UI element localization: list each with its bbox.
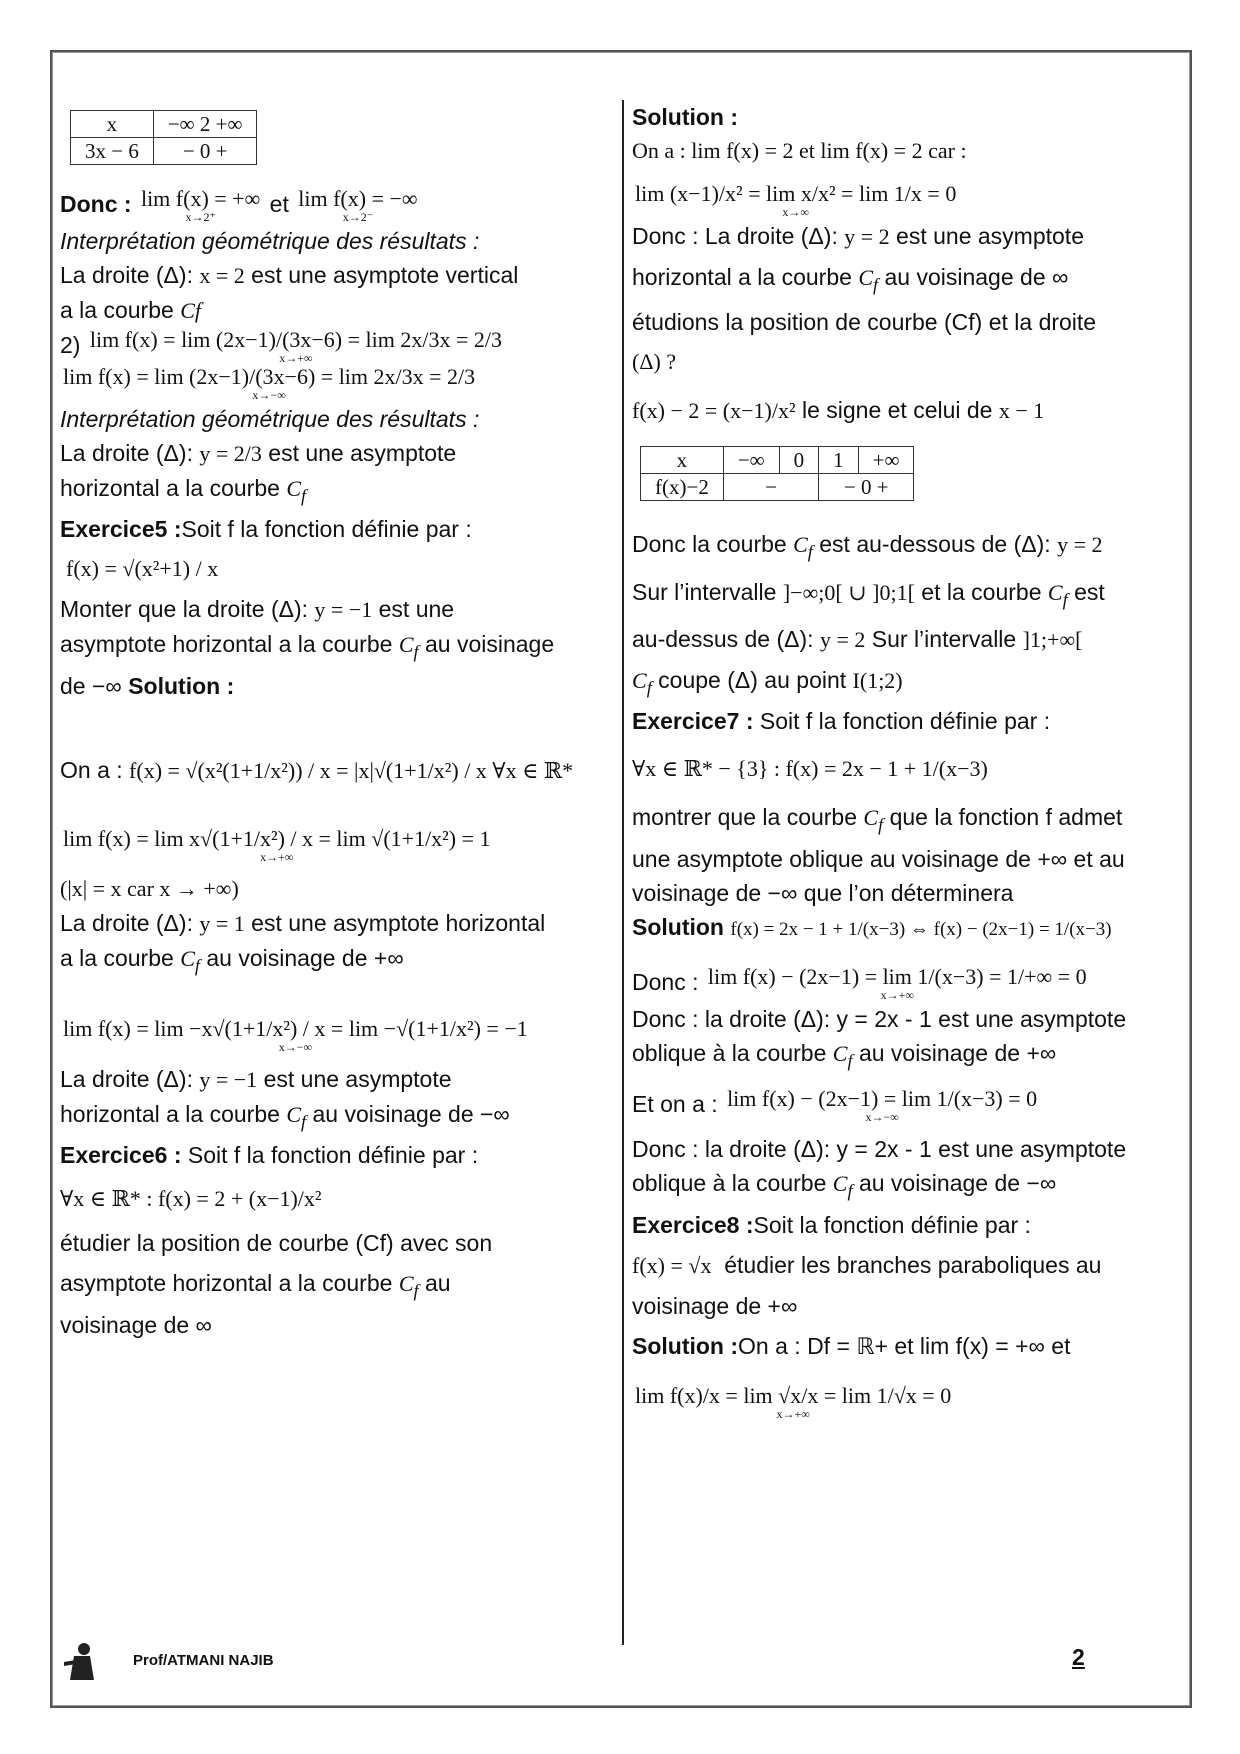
solution-title: Solution : (632, 104, 739, 130)
exercice5-solution-3: lim f(x) = lim −x√(1+1/x²) / x = lim −√(1+1/x²) = −1 x→−∞ (63, 1015, 528, 1054)
exercice5-solution-1: On a : f(x) = √(x²(1+1/x²)) / x = |x|√(1+1/x²) / x ∀x ∈ ℝ* (60, 756, 574, 783)
ex6-solution-2: lim (x−1)/x² = lim x/x² = lim 1/x = 0 x→∞ (635, 180, 957, 219)
footer-author: Prof/ATMANI NAJIB (133, 1652, 274, 1669)
exercice5-title: Exercice5 :Soit f la fonction définie par : (60, 516, 472, 543)
ex6-solution-1: On a : lim f(x) = 2 et lim f(x) = 2 car : (632, 138, 967, 163)
page-number: 2 (1072, 1644, 1085, 1670)
sign-table-3x-6: x −∞ 2 +∞ 3x − 6 − 0 + (70, 110, 257, 165)
horizontal-asymptote-2-3: La droite (Δ): y = 2/3 est une asymptote (60, 439, 457, 466)
exercice7-title: Exercice7 : Soit f la fonction définie par : (632, 708, 1051, 735)
author-logo-icon (60, 1640, 102, 1682)
vertical-asymptote: La droite (Δ): x = 2 est une asymptote vertical (60, 261, 519, 288)
exercice6-title: Exercice6 : Soit f la fonction définie par : (60, 1142, 479, 1169)
exercice7-function: ∀x ∈ ℝ* − {3} : f(x) = 2x − 1 + 1/(x−3) (632, 756, 988, 782)
exercice5-function: f(x) = √(x²+1) / x (66, 556, 219, 582)
interpretation-title: Interprétation géométrique des résultats : (60, 227, 480, 254)
right-column: Solution : On a : lim f(x) = 2 et lim f(x) = 2 car : lim (x−1)/x² = lim x/x² = lim 1/x = 0 x→∞ Donc : La droite (Δ): y = 2 est une asymptote horizontal a la courbe $C_f$ au voisinage de ∞ étudions la position de courbe (Cf) et la droite (Δ) ? f(x) − 2 = (x−1)/x² le signe et celui de x − 1 x −∞ 0 1 +∞ f(x)−2 − − 0 + Donc la courbe $C_f$ est au-dessous de (Δ): y = 2 Sur l’intervalle ]−∞;0[ ∪ ]0;1[ et la courbe $C_f$ est au-dessus de (Δ): y = 2 Sur l’intervalle ]1;+∞[ $C_f$ coupe (Δ) au point I(1;2) Exercice7 : Soit f la fonction définie par : ∀x ∈ ℝ* − {3} : f(x) = 2x − 1 + 1/(x−3) montrer que la courbe $C_f$ que la fonction f admet une asymptote oblique au voisinage de +∞ et au voisinage de −∞ que l’on déterminera Solution f(x) = 2x − 1 + 1/(x−3) ⇔ f(x) − (2x−1) = 1/(x−3) Donc : lim f(x) − (2x−1) = lim 1/(x−3) = 1/+∞ = 0 x→+∞ Donc : la droite (Δ): y = 2x - 1 est une asymptote oblique à la courbe $C_f$ au voisinage de +∞ Et on a : lim f(x) − (2x−1) = lim 1/(x−3) = 0 x→−∞ Donc : la droite (Δ): y = 2x - 1 est une asymptote oblique à la courbe $C_f$ au voisinage de −∞ Exercice8 :Soit la fonction définie par : f(x) = √x étudier les branches paraboliques au voisinage de +∞ Solution :On a : Df = ℝ+ et lim f(x) = +∞ et lim f(x)/x = lim √x/x = lim 1/√x = 0 x→+∞ (632, 100, 1187, 1421)
exercice5-solution-2: lim f(x) = lim x√(1+1/x²) / x = lim √(1+1/x²) = 1 x→+∞ (63, 826, 491, 865)
exercice6-function: ∀x ∈ ℝ* : f(x) = 2 + (x−1)/x² (60, 1186, 322, 1212)
column-divider (622, 100, 624, 1645)
q2-limit-minus: lim f(x) = lim (2x−1)/(3x−6) = lim 2x/3x = 2/3 x→−∞ (63, 363, 476, 402)
q2-limit-plus: 2) lim f(x) = lim (2x−1)/(3x−6) = lim 2x/3x = 2/3 x→+∞ (60, 326, 503, 365)
left-column: x −∞ 2 +∞ 3x − 6 − 0 + Donc : lim f(x) = +∞ x→2⁺ et lim f(x) = −∞ x→2⁻ Interprétation géométrique des résultats : La droite (Δ): x = 2 est une asymptote vertical a la courbe Cf 2) lim f(x) = lim (2x−1)/(3x−6) = lim 2x/3x = 2/3 x→+∞ lim f(x) = lim (2x−1)/(3x−6) = lim 2x/3x = 2/3 x→−∞ Interprétation géométrique des résultats : La droite (Δ): y = 2/3 est une asymptote horizontal a la courbe $C_f$ Exercice5 :Soit f la fonction définie par : f(x) = √(x²+1) / x Monter que la droite (Δ): y = −1 est une asymptote horizontal a la courbe $C_f$ au voisinage de −∞ Solution : On a : f(x) = √(x²(1+1/x²)) / x = |x|√(1+1/x²) / x ∀x ∈ ℝ* lim f(x) = lim x√(1+1/x²) / x = lim √(1+1/x²) = 1 x→+∞ (|x| = x car x → +∞) La droite (Δ): y = 1 est une asymptote horizontal a la courbe $C_f$ au voisinage de +∞ lim f(x) = lim −x√(1+1/x²) / x = lim −√(1+1/x²) = −1 x→−∞ La droite (Δ): y = −1 est une asymptote horizontal a la courbe $C_f$ au voisinage de −∞ Exercice6 : Soit f la fonction définie par : ∀x ∈ ℝ* : f(x) = 2 + (x−1)/x² étudier la position de courbe (Cf) avec son asymptote horizontal a la courbe $C_f$ au voisinage de ∞ (60, 110, 615, 1342)
limits-at-2: Donc : lim f(x) = +∞ x→2⁺ et lim f(x) = −∞ x→2⁻ (60, 185, 418, 224)
sign-table-f-minus-2: x −∞ 0 1 +∞ f(x)−2 − − 0 + (640, 446, 914, 501)
exercice8-title: Exercice8 :Soit la fonction définie par : (632, 1211, 1031, 1238)
